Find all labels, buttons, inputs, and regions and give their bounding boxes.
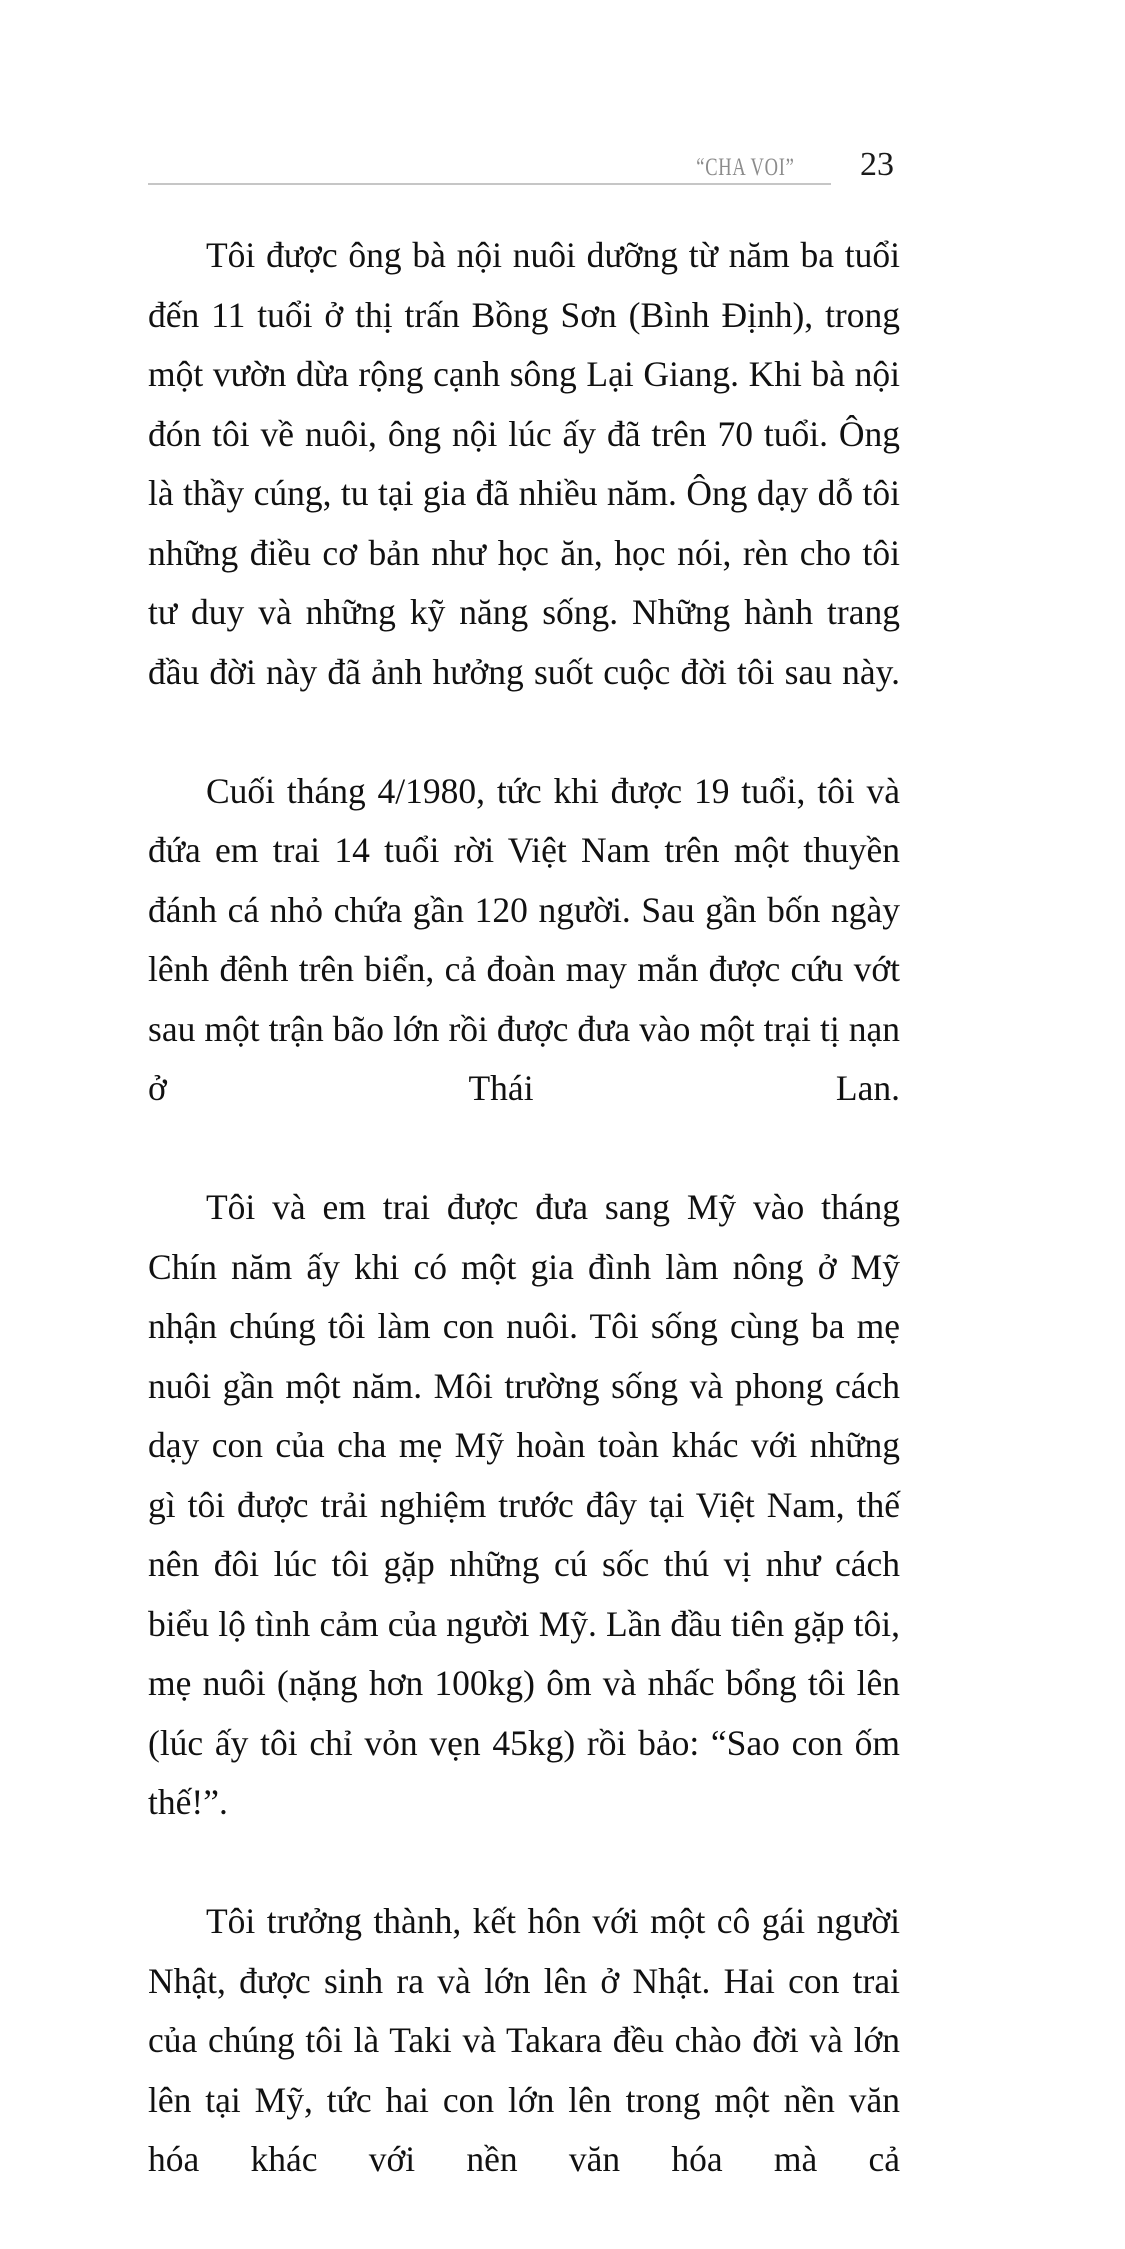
paragraph-1-text: Tôi được ông bà nội nuôi dưỡng từ năm ba tuổi đến 11 tuổi ở thị trấn Bồng Sơn (Bình Định), trong một vườn dừa rộng cạnh sông Lại Giang. Khi bà nội đón tôi về nuôi, ông nội lúc ấy đã trên 70 tuổi. Ông là thầy cúng, tu tại gia đã nhiều năm. Ông dạy dỗ tôi những điều cơ bản như học ăn, học nói, rèn cho tôi tư duy và những kỹ năng sống. Những hành trang đầu đời này đã ảnh hưởng suốt cuộc đời tôi sau này. bbox=[148, 235, 900, 692]
page-number: 23 bbox=[860, 146, 894, 183]
running-head bbox=[148, 146, 896, 192]
paragraph-3-text: Tôi và em trai được đưa sang Mỹ vào tháng Chín năm ấy khi có một gia đình làm nông ở Mỹ nhận chúng tôi làm con nuôi. Tôi sống cùng ba mẹ nuôi gần một năm. Môi trường sống và phong cách dạy con của cha mẹ Mỹ hoàn toàn khác với những gì tôi được trải nghiệm trước đây tại Việt Nam, thế nên đôi lúc tôi gặp những cú sốc thú vị như cách biểu lộ tình cảm của người Mỹ. Lần đầu tiên gặp tôi, mẹ nuôi (nặng hơn 100kg) ôm và nhấc bổng tôi lên (lúc ấy tôi chỉ vỏn vẹn 45kg) rồi bảo: “Sao con ốm thế!”. bbox=[148, 1187, 900, 1822]
paragraph-2-text: Cuối tháng 4/1980, tức khi được 19 tuổi, tôi và đứa em trai 14 tuổi rời Việt Nam trên một thuyền đánh cá nhỏ chứa gần 120 người. Sau gần bốn ngày lênh đênh trên biển, cả đoàn may mắn được cứu vớt sau một trận bão lớn rồi được đưa vào một trại tị nạn ở Thái Lan. bbox=[148, 770, 900, 1108]
paragraph-2 bbox=[148, 762, 900, 1179]
header-divider-rule bbox=[148, 183, 831, 185]
paragraph-4-text: Tôi trưởng thành, kết hôn với một cô gái người Nhật, được sinh ra và lớn lên ở Nhật. Hai con trai của chúng tôi là Taki và Takara đều chào đời và lớn lên tại Mỹ, tức hai con lớn lên trong một nền văn hóa khác với nền văn hóa mà cả bbox=[148, 1901, 900, 2179]
paragraph-4 bbox=[148, 1892, 900, 2249]
chapter-title: “CHA VOI” bbox=[696, 154, 795, 181]
paragraph-1 bbox=[148, 226, 900, 762]
body-text bbox=[148, 226, 900, 2249]
running-head-row bbox=[148, 146, 896, 186]
paragraph-3 bbox=[148, 1178, 900, 1892]
